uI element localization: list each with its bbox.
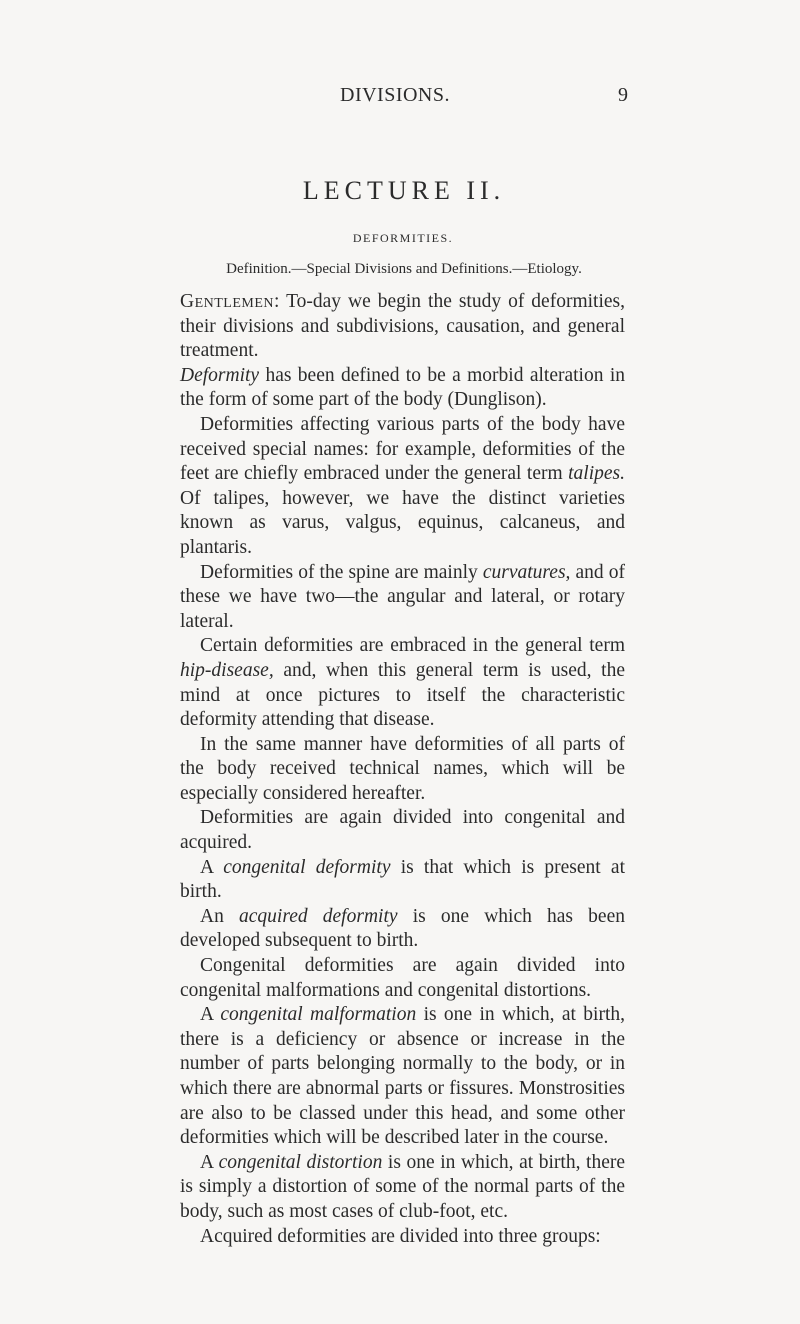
paragraph-congenital-divisions: Congenital deformities are again divided into congenital malformations and congenital distortions. bbox=[180, 955, 625, 1001]
page-number: 9 bbox=[618, 84, 628, 106]
paragraph-acquired-groups: Acquired deformities are divided into three groups: bbox=[200, 1225, 601, 1247]
paragraph-opening: Gentlemen: To-day we begin the study of deformities, their divisions and subdivisions, causation, and general treatment. bbox=[180, 291, 625, 362]
section-heading: DEFORMITIES. bbox=[352, 231, 454, 245]
paragraph-technical-names: In the same manner have deformities of all parts of the body received technical names, which will be especially considered hereafter. bbox=[180, 733, 625, 804]
term-curvatures: curvatures, bbox=[482, 561, 571, 583]
term-congenital-deformity: congenital deformity bbox=[223, 856, 391, 878]
term-congenital-distortion: congenital distortion bbox=[218, 1151, 383, 1173]
running-title: DIVISIONS. bbox=[340, 84, 450, 106]
paragraph-congenital-distortion: A congenital distortion is one in which, at birth, there is simply a distortion of some of the normal parts of the body, such as most cases of club-foot, etc. bbox=[180, 1151, 625, 1222]
lecture-synopsis: Definition.—Special Divisions and Definitions.—Etiology. bbox=[226, 261, 582, 277]
paragraph-curvatures: Deformities of the spine are mainly curvatures, and of these we have two—the angular and lateral, or rotary lateral. bbox=[180, 561, 625, 632]
term-deformity: Deformity bbox=[180, 364, 260, 386]
paragraph-definition: Deformity has been defined to be a morbid alteration in the form of some part of the body (Dunglison). bbox=[180, 364, 625, 411]
body-text bbox=[180, 290, 625, 1249]
paragraph-divisions: Deformities are again divided into congenital and acquired. bbox=[180, 807, 625, 854]
term-hip-disease: hip-disease, bbox=[180, 659, 274, 681]
paragraph-talipes: Deformities affecting various parts of the body have received special names: for example, deformities of the feet are chiefly embraced under the general term talipes. Of talipes, however, we have the distinct varieties known as varus, valgus, equinus, calcaneus, and plantaris. bbox=[180, 413, 625, 558]
lecture-title: LECTURE II. bbox=[302, 176, 506, 205]
paragraph-acquired-deformity: An acquired deformity is one which has been developed subsequent to birth. bbox=[180, 905, 625, 952]
salutation: Gentlemen bbox=[180, 291, 275, 312]
paragraph-hip-disease: Certain deformities are embraced in the general term hip-disease, and, when this general term is used, the mind at once pictures to itself the characteristic deformity attending that disease. bbox=[180, 635, 625, 731]
term-acquired-deformity: acquired deformity bbox=[239, 905, 398, 927]
paragraph-congenital-malformation: A congenital malformation is one in which, at birth, there is a deficiency or absence or increase in the number of parts belonging normally to the body, or in which there are abnormal parts or fissures. Monstrosities are also to be classed under this head, and some other deformities which will be described later in the course. bbox=[180, 1004, 625, 1149]
paragraph-congenital-deformity: A congenital deformity is that which is present at birth. bbox=[180, 856, 625, 903]
term-talipes: talipes. bbox=[568, 463, 625, 485]
running-head bbox=[0, 84, 800, 108]
term-congenital-malformation: congenital malformation bbox=[220, 1004, 417, 1026]
